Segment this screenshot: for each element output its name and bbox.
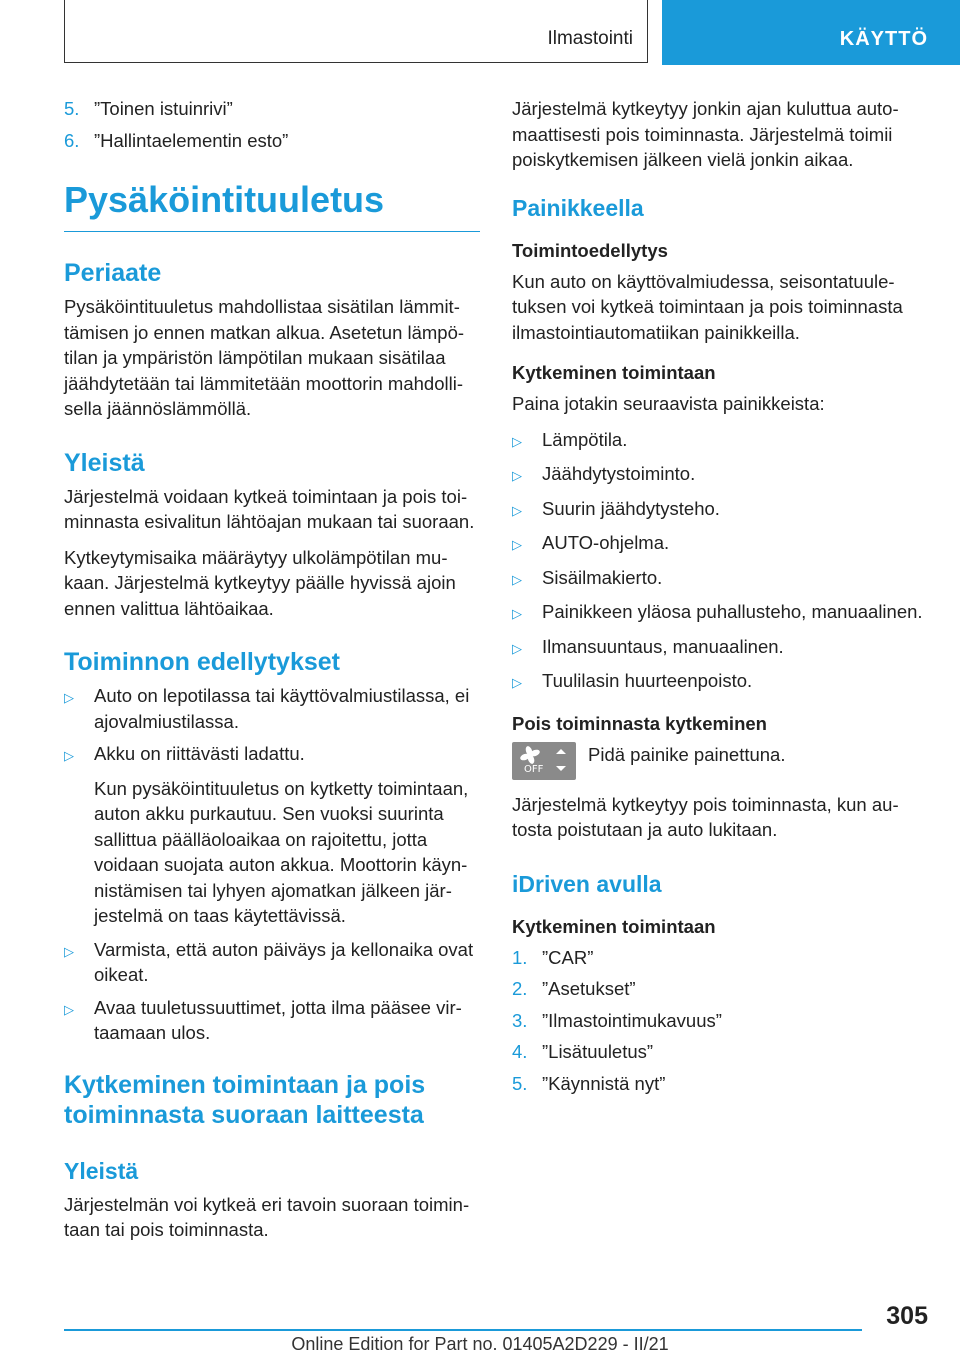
step-text: ”Asetukset”: [542, 978, 636, 999]
heading-yleista-2: Yleistä: [64, 1157, 139, 1184]
triangle-bullet-icon: ▷: [64, 690, 74, 705]
paragraph: Kun auto on käyttövalmiudessa, seisontatuuletuksen voi kytkeä toimintaan ja pois toiminnasta ilmastointiautomatiikan painikkeilla.: [512, 270, 903, 343]
bullet-text: Tuulilasin huurteenpoisto.: [542, 670, 753, 691]
step-text: ”CAR”: [542, 946, 594, 968]
step-number: 3.: [512, 1009, 528, 1031]
triangle-bullet-icon: ▷: [512, 606, 522, 621]
triangle-bullet-icon: ▷: [512, 502, 522, 518]
item-text: ”Hallintaelementin esto”: [94, 129, 289, 151]
paragraph: Järjestelmä kytkeytyy pois toiminnasta, kun autosta poistutaan ja auto lukitaan.: [512, 793, 899, 840]
step-text: ”Lisätuuletus”: [542, 1041, 654, 1062]
item-text: ”Toinen istuinrivi”: [94, 98, 233, 119]
step-number: 2.: [512, 978, 528, 999]
bullet-text: Varmista, että auton päiväys ja kellonaika ovat oikeat.: [94, 938, 474, 985]
heading-painikkeella: Painikkeella: [512, 194, 644, 221]
bullet-text: Akku on riittävästi ladattu.: [94, 743, 305, 764]
item-number: 5.: [64, 98, 80, 119]
bullet-text: Painikkeen yläosa puhallusteho, manuaalinen.: [542, 601, 923, 622]
step-text: ”Käynnistä nyt”: [542, 1072, 666, 1094]
triangle-bullet-icon: ▷: [64, 1001, 74, 1017]
paragraph: Järjestelmä kytkeytyy jonkin ajan kuluttua automaattisesti pois toiminnasta. Järjestelmä toimii poiskytkemisen jälkeen vielä jonkin aikaa.: [512, 98, 899, 170]
paragraph: Paina jotakin seuraavista painikkeista:: [512, 393, 825, 414]
triangle-bullet-icon: ▷: [512, 675, 522, 690]
triangle-bullet-icon: ▷: [512, 433, 522, 449]
heading-kytkeminen-toimintaan-2: Kytkeminen toimintaan: [512, 915, 716, 937]
page-header: [0, 0, 960, 66]
left-column: [64, 96, 480, 1253]
heading-periaate: Periaate: [64, 259, 162, 287]
heading-edellytykset: Toiminnon edellytykset: [64, 648, 340, 676]
step-item: [512, 1039, 928, 1065]
step-item: [512, 976, 928, 1002]
chapter-tab: [662, 0, 960, 65]
triangle-bullet-icon: ▷: [512, 640, 522, 656]
bullet-text: Avaa tuuletussuuttimet, jotta ilma pääsee virtaamaan ulos.: [94, 996, 462, 1043]
bullet-item: [512, 668, 928, 696]
chapter-title: KÄYTTÖ: [839, 28, 928, 50]
heading-pois-toiminnasta: Pois toiminnasta kytkeminen: [512, 712, 767, 734]
bullet-item: [512, 530, 928, 558]
bullet-item: [512, 496, 928, 524]
off-instruction: Pidä painike painettuna.: [588, 743, 786, 765]
triangle-bullet-icon: ▷: [64, 748, 74, 763]
bullet-text: Sisäilmakierto.: [542, 566, 663, 588]
list-item: [64, 96, 480, 122]
list-item: [64, 128, 480, 154]
bullet-item: [64, 995, 480, 1046]
triangle-bullet-icon: ▷: [512, 571, 522, 587]
bullet-item: [512, 565, 928, 593]
paragraph: Kytkeytymisaika määräytyy ulkolämpötilan mukaan. Järjestelmä kytkeytyy päälle hyvissä ajoin ennen valittua lähtöaikaa.: [64, 546, 456, 619]
bullet-item: [512, 461, 928, 489]
bullet-item: [512, 599, 928, 627]
heading-kytkeminen: Kytkeminen toimintaan ja pois toiminnasta suoraan laitteesta: [64, 1070, 426, 1129]
bullet-text: Ilmansuuntaus, manuaalinen.: [542, 635, 784, 657]
footer-divider: [64, 1329, 862, 1331]
step-text: ”Ilmastointimukavuus”: [542, 1009, 722, 1031]
triangle-bullet-icon: ▷: [64, 943, 74, 959]
bullet-text: Lämpötila.: [542, 428, 628, 450]
bullet-text: Jäähdytystoiminto.: [542, 463, 696, 484]
bullet-text: Suurin jäähdytysteho.: [542, 497, 720, 519]
heading-toimintoedellytys: Toimintoedellytys: [512, 239, 668, 261]
bullet-text: AUTO-ohjelma.: [542, 532, 670, 553]
off-label: OFF: [524, 763, 544, 775]
step-number: 1.: [512, 946, 528, 968]
step-item: [512, 945, 928, 971]
bullet-item: [512, 634, 928, 662]
edition-text: Online Edition for Part no. 01405A2D229 - II/21: [291, 1334, 669, 1354]
heading-kytkeminen-toimintaan: Kytkeminen toimintaan: [512, 362, 716, 383]
paragraph: Järjestelmän voi kytkeä eri tavoin suoraan toimintaan tai pois toiminnasta.: [64, 1193, 470, 1240]
off-button-row: [512, 742, 928, 780]
heading-idrive: iDriven avulla: [512, 870, 662, 897]
step-number: 5.: [512, 1072, 528, 1094]
paragraph: Järjestelmä voidaan kytkeä toimintaan ja pois toiminnasta esivalitun lähtöajan mukaan tai suoraan.: [64, 485, 475, 532]
bullet-item: [64, 741, 480, 769]
step-number: 4.: [512, 1041, 528, 1062]
fan-off-button-icon: [512, 742, 576, 780]
section-title: Ilmastointi: [547, 28, 633, 49]
bullet-item: [512, 427, 928, 455]
item-number: 6.: [64, 129, 80, 151]
bullet-item: [64, 937, 480, 988]
paragraph: Pysäköintituuletus mahdollistaa sisätilan lämmittämisen jo ennen matkan alkua. Asetetun lämpötilan ja ympäristön lämpötilan mukaan sisätilaa jäähdytetään tai lämmitetään moottorin mahdollisella jäännöslämmöllä.: [64, 296, 465, 419]
bullet-item: [64, 683, 480, 734]
step-item: [512, 1071, 928, 1097]
page-title: Pysäköintituuletus: [64, 179, 480, 232]
step-item: [512, 1008, 928, 1034]
section-tab: [64, 0, 648, 63]
triangle-bullet-icon: ▷: [512, 468, 522, 483]
fan-icon: [512, 742, 576, 780]
right-column: [512, 96, 928, 1102]
page-number: 305: [886, 1302, 928, 1330]
heading-yleista: Yleistä: [64, 448, 145, 477]
bullet-continuation: Kun pysäköintituuletus on kytketty toimintaan, auton akku purkautuu. Sen vuoksi suurinta sallittua päälläoloaikaa on rajoitettu, jotta voidaan suojata auton akkua. Moottorin käynnistämisen tai lyhyen ajomatkan jälkeen järjestelmä on taas käytettävissä.: [94, 777, 469, 926]
bullet-text: Auto on lepotilassa tai käyttövalmiustilassa, ei ajovalmiustilassa.: [94, 685, 470, 732]
triangle-bullet-icon: ▷: [512, 537, 522, 552]
